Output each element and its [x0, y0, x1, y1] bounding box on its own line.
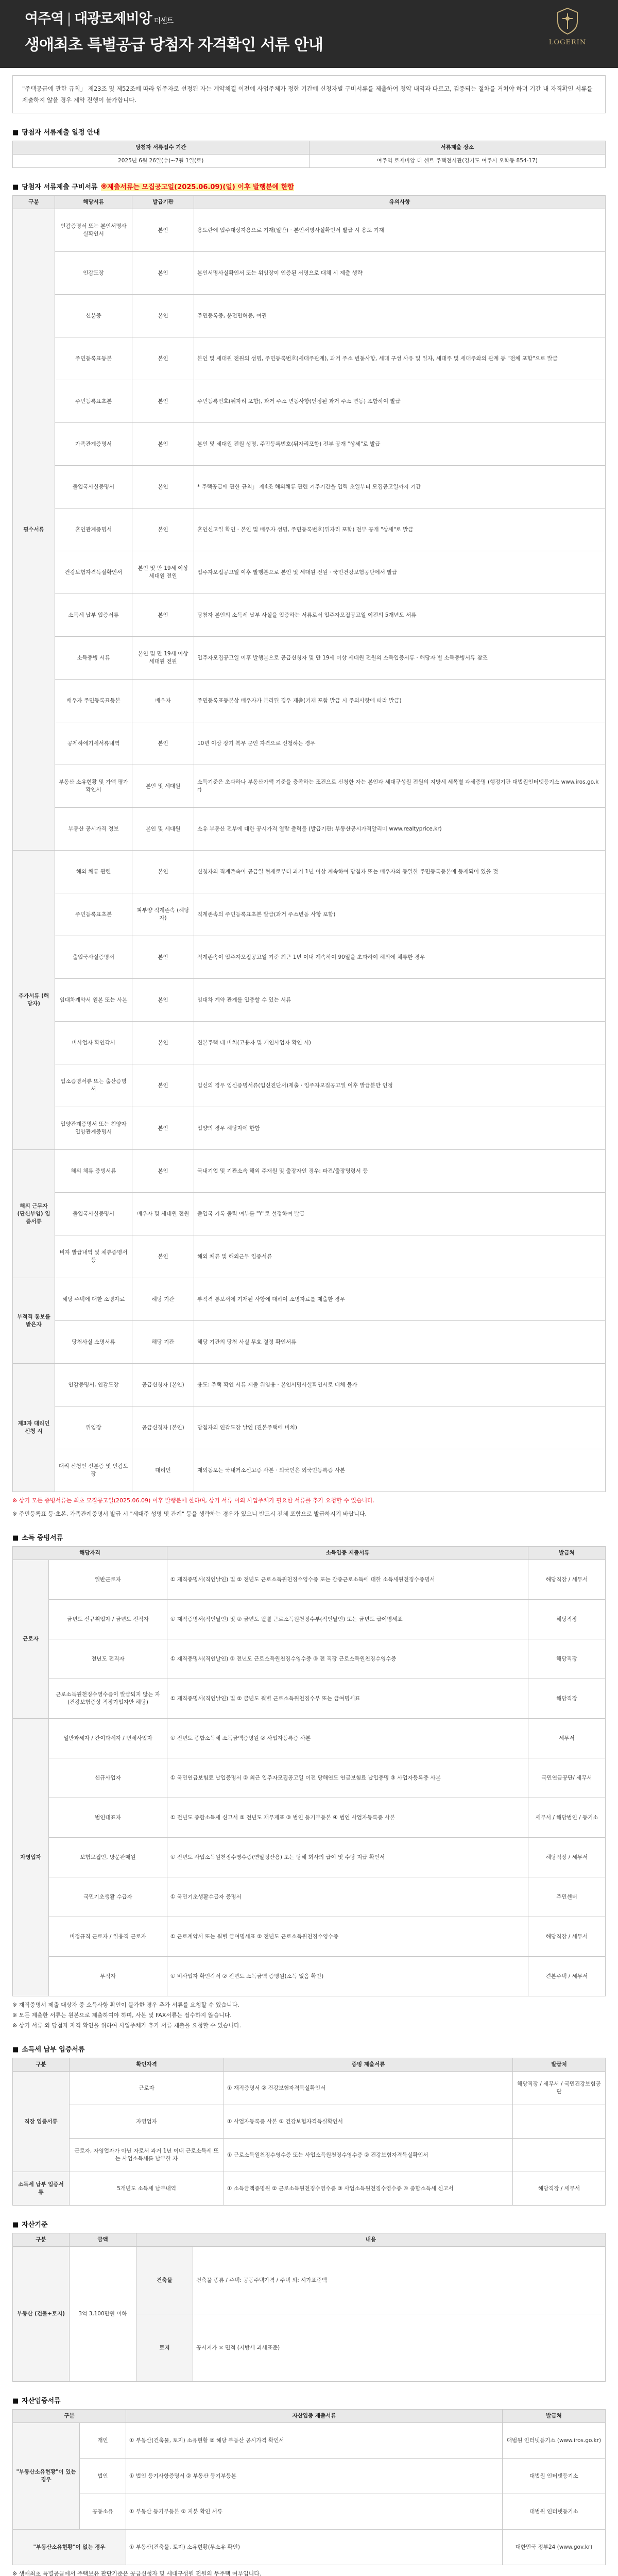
docs-note: 임신의 경우 임신증명서류(임신진단서)제출 · 입주자모집공고일 이후 발급분만 인정 — [194, 1064, 606, 1107]
tax-docs: ① 소득금액증명원 ② 근로소득원천징수영수증 ③ 사업소득원천징수영수증 ④ 종합소득세 신고서 — [224, 2172, 513, 2206]
docs-row — [13, 1321, 606, 1364]
schedule-place: 여주역 로제비앙 더 센트 주택전시관(경기도 여주시 오학동 854-17) — [309, 155, 606, 168]
docs-org: 본인 — [132, 295, 194, 337]
docs-header: 발급기관 — [132, 196, 194, 209]
tax-docs: ① 근로소득원천징수영수증 또는 사업소득원천징수영수증 ② 건강보험자격득실확인서 — [224, 2139, 513, 2172]
tax-header: 발급처 — [513, 2058, 606, 2072]
docs-name: 인감증명서, 인감도장 — [55, 1364, 132, 1406]
docs-notice: ※ 주민등록표 등·초본, 가족관계증명서 발급 시 "세대주 성명 및 관계" 등을 생략하는 경우가 있으니 반드시 전체 포함으로 발급하시기 바랍니다. — [12, 1511, 367, 1517]
docs-name: 인감증명서 또는 본인서명사실확인서 — [55, 209, 132, 252]
docs-notice-red: ※ 상기 모든 증빙서류는 최초 모집공고일(2025.06.09) 이후 발행분에 한하며, 상기 서류 이외 사업주체가 필요한 서류를 추가 요청할 수 있습니다. — [12, 1497, 375, 1504]
docs-name: 비자 발급내역 및 체류증명서 등 — [55, 1235, 132, 1278]
proof-type: 공동소유 — [80, 2494, 126, 2530]
asset-header: 내용 — [136, 2233, 606, 2247]
docs-row — [13, 1406, 606, 1449]
income-row — [13, 1679, 606, 1719]
asset-category: 부동산 (건물+토지) — [13, 2247, 70, 2382]
docs-name: 해외 체류 관련 — [55, 851, 132, 893]
tax-qualification: 5개년도 소득세 납부내역 — [70, 2172, 224, 2206]
income-issuer: 세무서 — [528, 1719, 606, 1758]
docs-row — [13, 1150, 606, 1193]
docs-name: 부동산 소유현황 및 가액 평가 확인서 — [55, 765, 132, 808]
docs-note: 용도: 주택 확인 서류 제출 위임용 · 본인서명사실확인서로 대체 불가 — [194, 1364, 606, 1406]
tax-table — [12, 2058, 606, 2206]
page-header — [0, 0, 618, 68]
income-row — [13, 1917, 606, 1957]
proof-row — [13, 2459, 606, 2494]
asset-item-key: 건축물 — [136, 2247, 193, 2314]
income-row — [13, 1838, 606, 1877]
docs-name: 해당 주택에 대한 소명자료 — [55, 1278, 132, 1321]
tax-group: 소득세 납부 입증서류 — [13, 2172, 70, 2206]
docs-name: 비사업자 확인각서 — [55, 1022, 132, 1064]
income-docs: ① 재직증명서(직인날인) 및 ② 금년도 월별 근로소득원천징수부(직인날인) 또는 금년도 급여명세표 — [167, 1600, 528, 1639]
tax-row — [13, 2072, 606, 2105]
tax-qualification: 근로자, 자영업자가 아닌 자로서 과거 1년 이내 근로소득세 또는 사업소득세를 납부한 자 — [70, 2139, 224, 2172]
income-qualification: 신규사업자 — [49, 1758, 167, 1798]
income-issuer: 해당직장 / 세무서 — [528, 1560, 606, 1600]
docs-org: 본인 — [132, 466, 194, 509]
tax-row — [13, 2105, 606, 2139]
income-issuer: 해당직장 / 세무서 — [528, 1838, 606, 1877]
docs-row — [13, 936, 606, 979]
income-docs: ① 국민연금보험료 납입증명서 ② 최근 입주자모집공고일 이전 당해연도 연금보험료 납입증명 ③ 사업자등록증 사본 — [167, 1758, 528, 1798]
income-notes — [12, 2001, 606, 2030]
income-docs: ① 재직증명서(직인날인) 및 ② 금년도 월별 근로소득원천징수부 또는 급여명세표 — [167, 1679, 528, 1719]
proof-header: 발급처 — [503, 2410, 606, 2423]
docs-name: 위임장 — [55, 1406, 132, 1449]
docs-note: 주민등록표등본상 배우자가 분리된 경우 제출(기재 포함 발급 시 주의사항에 따라 발급) — [194, 680, 606, 722]
docs-org: 본인 — [132, 252, 194, 295]
schedule-table — [12, 141, 606, 168]
project-sub: 더센트 — [153, 17, 174, 25]
docs-name: 임대차계약서 원본 또는 사본 — [55, 979, 132, 1022]
document-title: 생애최초 특별공급 당첨자 자격확인 서류 안내 — [25, 36, 323, 54]
income-group: 근로자 — [13, 1560, 49, 1719]
docs-note: 입주자모집공고일 이후 발행분으로 본인 및 세대원 전원 · 국민건강보험공단에서 발급 — [194, 551, 606, 594]
docs-note: 소득기준은 초과하나 부동산가액 기준을 충족하는 조건으로 신청한 자는 본인과 세대구성원 전원의 지방세 세목별 과세증명 (행정기관 대법원인터넷등기소 www.iros.go.kr) — [194, 765, 606, 808]
tax-qualification: 근로자 — [70, 2072, 224, 2105]
proof-issuer: 대법원 인터넷등기소 — [503, 2494, 606, 2530]
docs-row — [13, 1278, 606, 1321]
docs-org: 본인 — [132, 509, 194, 551]
docs-row — [13, 551, 606, 594]
income-qualification: 일반근로자 — [49, 1560, 167, 1600]
income-qualification: 일반과세자 / 간이과세자 / 면세사업자 — [49, 1719, 167, 1758]
docs-row — [13, 765, 606, 808]
docs-org: 해당 기관 — [132, 1278, 194, 1321]
docs-name: 배우자 주민등록표등본 — [55, 680, 132, 722]
docs-org: 본인 및 만 19세 이상 세대원 전원 — [132, 637, 194, 680]
asset-table — [12, 2233, 606, 2382]
docs-org: 본인 — [132, 1235, 194, 1278]
docs-org: 본인 — [132, 1022, 194, 1064]
income-row — [13, 1957, 606, 1996]
income-row — [13, 1560, 606, 1600]
proof-type: 개인 — [80, 2423, 126, 2459]
docs-row — [13, 1064, 606, 1107]
proof-group: "부동산소유현황"이 있는 경우 — [13, 2423, 80, 2530]
docs-row — [13, 1364, 606, 1406]
docs-row — [13, 594, 606, 637]
income-qualification: 국민기초생활 수급자 — [49, 1877, 167, 1917]
docs-name: 대리 신청인 신분증 및 인감도장 — [55, 1449, 132, 1492]
docs-group: 필수서류 — [13, 209, 55, 851]
income-qualification: 전년도 전직자 — [49, 1639, 167, 1679]
proof-issuer: 대법원 인터넷등기소 — [503, 2459, 606, 2494]
docs-org: 피부양 직계존속 (해당자) — [132, 893, 194, 936]
docs-row — [13, 337, 606, 380]
docs-note: 당첨자의 인감도장 날인 (견본주택에 비치) — [194, 1406, 606, 1449]
docs-org: 본인 — [132, 380, 194, 423]
tax-issuer — [513, 2139, 606, 2172]
docs-row — [13, 637, 606, 680]
income-qualification: 비정규직 근로자 / 일용직 근로자 — [49, 1917, 167, 1957]
docs-group: 부적격 통보를 받은자 — [13, 1278, 55, 1364]
docs-row — [13, 1193, 606, 1235]
proof-row — [13, 2530, 606, 2565]
docs-header: 해당서류 — [55, 196, 132, 209]
docs-note: 견본주택 내 비치(고용자 및 개인사업자 확인 시) — [194, 1022, 606, 1064]
docs-org: 해당 기관 — [132, 1321, 194, 1364]
proof-row — [13, 2494, 606, 2530]
docs-name: 출입국사실증명서 — [55, 1193, 132, 1235]
docs-note: 임대차 계약 관계를 입증할 수 있는 서류 — [194, 979, 606, 1022]
income-docs: ① 재직증명서(직인날인) 및 ② 전년도 근로소득원천징수영수증 또는 갑종근로소득에 대한 소득세원천징수증명서 — [167, 1560, 528, 1600]
docs-name: 해외 체류 증빙서류 — [55, 1150, 132, 1193]
income-header: 해당자격 — [13, 1547, 167, 1560]
project-title: 여주역 | 대광로제비앙 더센트 — [25, 11, 174, 27]
docs-name: 가족관계증명서 — [55, 423, 132, 466]
docs-note: * 주택공급에 관한 규칙」 제4조 해외체류 관련 거주기간을 입력 초일부터 모집공고일까지 기간 — [194, 466, 606, 509]
income-table — [12, 1546, 606, 1996]
docs-note: 재외동포는 국내거소신고증 사본 · 외국인은 외국인등록증 사본 — [194, 1449, 606, 1492]
income-row — [13, 1719, 606, 1758]
section-title-tax: ■ 소득세 납부 입증서류 — [12, 2046, 85, 2054]
tax-qualification: 자영업자 — [70, 2105, 224, 2139]
asset-item-value: 건축물 종류 / 주택: 공동주택가격 / 주택 외: 시가표준액 — [193, 2247, 606, 2314]
tax-issuer — [513, 2105, 606, 2139]
docs-group: 제3자 대리인신청 시 — [13, 1364, 55, 1492]
docs-group: 추가서류 (해당자) — [13, 851, 55, 1150]
income-row — [13, 1758, 606, 1798]
docs-group: 해외 근무자 (단신부임) 입증서류 — [13, 1150, 55, 1278]
docs-note: 부적격 통보서에 기재된 사항에 대하여 소명자료를 제출한 경우 — [194, 1278, 606, 1321]
income-header: 소득입증 제출서류 — [167, 1547, 528, 1560]
tax-header: 확인자격 — [70, 2058, 224, 2072]
docs-note: 소유 부동산 전부에 대한 공시가격 열람 출력물 (발급기관: 부동산공시가격알리미 www.realtyprice.kr) — [194, 808, 606, 851]
docs-header: 구분 — [13, 196, 55, 209]
income-issuer: 견본주택 / 세무서 — [528, 1957, 606, 1996]
tax-issuer: 해당직장 / 세무서 — [513, 2172, 606, 2206]
section-title-asset: ■ 자산기준 — [12, 2221, 48, 2229]
asset-item-key: 토지 — [136, 2314, 193, 2382]
docs-row — [13, 423, 606, 466]
asset-item-value: 공시지가 × 면적 (지방세 과세표준) — [193, 2314, 606, 2382]
income-docs: ① 재직증명서(직인날인) ② 전년도 근로소득원천징수영수증 ③ 전 직장 근로소득원천징수영수증 — [167, 1639, 528, 1679]
docs-org: 본인 — [132, 1064, 194, 1107]
docs-org: 본인 및 만 19세 이상 세대원 전원 — [132, 551, 194, 594]
proof-docs: ① 부동산(건축물, 토지) 소유현황(무소유 확인) — [126, 2530, 503, 2565]
docs-note: 혼인신고일 확인 · 본인 및 배우자 성명, 주민등록번호(뒤자리 포함) 전부 공개 "상세"로 발급 — [194, 509, 606, 551]
docs-org: 배우자 및 세대원 전원 — [132, 1193, 194, 1235]
docs-name: 소득세 납부 입증서류 — [55, 594, 132, 637]
income-docs: ① 국민기초생활수급자 증명서 — [167, 1877, 528, 1917]
docs-name: 주민등록표등본 — [55, 337, 132, 380]
docs-name: 입양관계증명서 또는 친양자입양관계증명서 — [55, 1107, 132, 1150]
docs-note: 입양의 경우 해당자에 한함 — [194, 1107, 606, 1150]
docs-row — [13, 209, 606, 252]
docs-org: 본인 — [132, 337, 194, 380]
docs-note: 10년 이상 장기 복무 군인 자격으로 신청하는 경우 — [194, 722, 606, 765]
docs-note: 국내기업 및 기관소속 해외 주재원 및 출장자인 경우: 파견/출장명령서 등 — [194, 1150, 606, 1193]
docs-org: 본인 — [132, 936, 194, 979]
docs-row — [13, 979, 606, 1022]
income-issuer: 해당직장 — [528, 1679, 606, 1719]
income-header: 발급처 — [528, 1547, 606, 1560]
docs-row — [13, 851, 606, 893]
docs-row — [13, 1022, 606, 1064]
docs-note: 당첨자 본인의 소득세 납부 사실을 입증하는 서류로서 입주자모집공고일 이전의 5개년도 서류 — [194, 594, 606, 637]
schedule-period: 2025년 6월 26일(수)~7월 1일(토) — [13, 155, 310, 168]
docs-row — [13, 808, 606, 851]
docs-note: 신청자의 직계존속이 공급일 현재로부터 과거 1년 이상 계속하여 당첨자 또는 배우자의 동일한 주민등록등본에 등재되어 있을 것 — [194, 851, 606, 893]
tax-docs: ① 사업자등록증 사본 ② 건강보험자격득실확인서 — [224, 2105, 513, 2139]
docs-note: 본인 및 세대원 전원 성명, 주민등록번호(뒤자리포함) 전부 공개 "상세"로 발급 — [194, 423, 606, 466]
income-docs: ① 전년도 종합소득세 신고서 ② 전년도 재무제표 ③ 법인 등기부등본 ④ 법인 사업자등록증 사본 — [167, 1798, 528, 1838]
crest-icon — [556, 7, 579, 35]
docs-row — [13, 1235, 606, 1278]
income-issuer: 국민연금공단/ 세무서 — [528, 1758, 606, 1798]
income-row — [13, 1877, 606, 1917]
docs-row — [13, 380, 606, 423]
tax-header: 구분 — [13, 2058, 70, 2072]
tax-row — [13, 2139, 606, 2172]
intro-text: "주택공급에 관한 규칙」 제23조 및 제52조에 따라 입주자로 선정된 자는 계약체결 이전에 사업주체가 정한 기간에 신청자별 구비서류를 제출하여 청약 내역과 다르고, 검증되는 절차를 거쳐야 하며 기간 내 자격확인 서류를 제출하지 않을 경우 계약 진행이 불가합니다. — [12, 75, 606, 113]
income-row — [13, 1600, 606, 1639]
tax-docs: ① 재직증명서 ② 건강보험자격득실확인서 — [224, 2072, 513, 2105]
tax-group: 직장 입증서류 — [13, 2072, 70, 2172]
section-title-schedule: ■ 당첨자 서류제출 일정 안내 — [12, 129, 100, 137]
income-note: ※ 재직증명서 제출 대상자 중 소득사항 확인이 불가한 경우 추가 서류를 요청할 수 있습니다. — [12, 2002, 239, 2008]
docs-note: 입주자모집공고일 이후 발행분으로 공급신청자 및 만 19세 이상 세대원 전원의 소득입증서류 · 해당자 별 소득증빙서류 참조 — [194, 637, 606, 680]
docs-row — [13, 1107, 606, 1150]
asset-header: 구분 — [13, 2233, 70, 2247]
docs-org: 본인 — [132, 722, 194, 765]
docs-name: 혼인관계증명서 — [55, 509, 132, 551]
project-name: 대광로제비앙 — [74, 11, 152, 27]
docs-name: 출입국사실증명서 — [55, 936, 132, 979]
docs-org: 대리인 — [132, 1449, 194, 1492]
proof-docs: ① 부동산(건축물, 토지) 소유현황 ② 해당 부동산 공시가격 확인서 — [126, 2423, 503, 2459]
income-note: ※ 모든 제출한 서류는 원본으로 제출하여야 하며, 사본 및 FAX서류는 접수하지 않습니다. — [12, 2012, 232, 2019]
income-row — [13, 1639, 606, 1679]
docs-org: 본인 — [132, 423, 194, 466]
docs-org: 본인 및 세대원 — [132, 765, 194, 808]
income-note: ※ 상기 서류 외 당첨자 자격 확인을 위하여 사업주체가 추가 서류 제출을 요청할 수 있습니다. — [12, 2022, 242, 2029]
docs-note: 주민등록번호(뒤자리 포함), 과거 주소 변동사항(인정된 과거 주소 변동) 포함하여 발급 — [194, 380, 606, 423]
docs-org: 공급신청자 (본인) — [132, 1364, 194, 1406]
docs-note: 본인서명사실확인서 또는 위임장이 인증된 서명으로 대체 시 제출 생략 — [194, 252, 606, 295]
proof-group: "부동산소유현황"이 없는 경우 — [13, 2530, 126, 2565]
income-row — [13, 1798, 606, 1838]
income-issuer: 해당직장 — [528, 1639, 606, 1679]
docs-org: 배우자 — [132, 680, 194, 722]
docs-note: 용도란에 입주대상자용으로 기재(일반) · 본인서명사실확인서 발급 시 용도 기재 — [194, 209, 606, 252]
docs-note: 본인 및 세대원 전원의 성명, 주민등록번호(세대주관계), 과거 주소 변동사항, 세대 구성 사유 및 일자, 세대주 및 세대주와의 관계 등 "전체 포함"으로 발급 — [194, 337, 606, 380]
proof-table — [12, 2409, 606, 2565]
docs-row — [13, 680, 606, 722]
proof-footnote: ※ 생애최초 특별공급에서 주택보유 판단기준은 공급신청자 및 세대구성원 전원의 무주택 여부입니다. — [12, 2570, 262, 2576]
docs-name: 소득증빙 서류 — [55, 637, 132, 680]
tax-issuer: 해당직장 / 세무서 / 국민건강보험공단 — [513, 2072, 606, 2105]
docs-note: 직계존속의 주민등록표초본 발급(과거 주소변동 사항 포함) — [194, 893, 606, 936]
income-group: 자영업자 — [13, 1719, 49, 1996]
tax-header: 증빙 제출서류 — [224, 2058, 513, 2072]
docs-note: 주민등록증, 운전면허증, 여권 — [194, 295, 606, 337]
docs-org: 본인 — [132, 851, 194, 893]
docs-name: 공제하에기세서류내역 — [55, 722, 132, 765]
docs-name: 주민등록표초본 — [55, 893, 132, 936]
income-qualification: 무직자 — [49, 1957, 167, 1996]
proof-docs: ① 부동산 등기부등본 ② 지분 확인 서류 — [126, 2494, 503, 2530]
income-issuer: 해당직장 / 세무서 — [528, 1917, 606, 1957]
docs-table — [12, 195, 606, 1492]
proof-docs: ① 법인 등기사항증명서 ② 부동산 등기부등본 — [126, 2459, 503, 2494]
docs-row — [13, 509, 606, 551]
income-docs: ① 비사업자 확인각서 ② 전년도 소득금액 증명원(소득 없음 확인) — [167, 1957, 528, 1996]
brand-logo — [542, 4, 593, 61]
brand-wordmark: LOGERIN — [548, 39, 587, 46]
docs-name: 신분증 — [55, 295, 132, 337]
docs-row — [13, 466, 606, 509]
tax-row — [13, 2172, 606, 2206]
income-qualification: 근로소득원천징수영수증이 발급되지 않는 자 (건강보험증상 직장가입자만 해당) — [49, 1679, 167, 1719]
proof-issuer: 대한민국 정부24 (www.gov.kr) — [503, 2530, 606, 2565]
income-qualification: 보험모집인, 방문판매원 — [49, 1838, 167, 1877]
section-title-income: ■ 소득 증빙서류 — [12, 1534, 63, 1542]
income-issuer: 해당직장 — [528, 1600, 606, 1639]
docs-org: 본인 — [132, 209, 194, 252]
docs-header: 유의사항 — [194, 196, 606, 209]
docs-name: 출입국사실증명서 — [55, 466, 132, 509]
docs-name: 입소증명서류 또는 출산증명서 — [55, 1064, 132, 1107]
proof-issuer: 대법원 인터넷등기소 (www.iros.go.kr) — [503, 2423, 606, 2459]
docs-note: 해외 체류 및 해외근무 입증서류 — [194, 1235, 606, 1278]
docs-name: 주민등록표초본 — [55, 380, 132, 423]
proof-row — [13, 2423, 606, 2459]
income-docs: ① 전년도 사업소득원천징수영수증(연말정산용) 또는 당해 회사의 급여 및 수당 지급 확인서 — [167, 1838, 528, 1877]
docs-org: 본인 및 세대원 — [132, 808, 194, 851]
docs-name: 인감도장 — [55, 252, 132, 295]
income-docs: ① 전년도 종합소득세 소득금액증명원 ② 사업자등록증 사본 — [167, 1719, 528, 1758]
asset-header: 금액 — [70, 2233, 136, 2247]
docs-org: 본인 — [132, 1150, 194, 1193]
income-issuer: 주민센터 — [528, 1877, 606, 1917]
income-qualification: 법인대표자 — [49, 1798, 167, 1838]
income-issuer: 세무서 / 해당법인 / 등기소 — [528, 1798, 606, 1838]
docs-note: 해당 기관의 당첨 사실 무효 결정 확인서류 — [194, 1321, 606, 1364]
docs-org: 공급신청자 (본인) — [132, 1406, 194, 1449]
proof-type: 법인 — [80, 2459, 126, 2494]
docs-org: 본인 — [132, 594, 194, 637]
docs-row — [13, 252, 606, 295]
docs-note: 직계존속이 입주자모집공고일 기준 최근 1년 이내 계속하여 90일을 초과하여 해외에 체류한 경우 — [194, 936, 606, 979]
income-docs: ① 근로계약서 또는 월별 급여명세표 ② 전년도 근로소득원천징수영수증 — [167, 1917, 528, 1957]
docs-name: 건강보험자격득실확인서 — [55, 551, 132, 594]
docs-row — [13, 295, 606, 337]
asset-amount: 3억 3,100만원 이하 — [70, 2247, 136, 2382]
docs-name: 당첨사실 소명서류 — [55, 1321, 132, 1364]
docs-org: 본인 — [132, 979, 194, 1022]
docs-row — [13, 722, 606, 765]
docs-row — [13, 893, 606, 936]
docs-note: 출입국 기록 출력 여부를 "Y"로 설정하여 발급 — [194, 1193, 606, 1235]
schedule-header: 서류제출 장소 — [309, 141, 606, 155]
section-title-proof: ■ 자산입증서류 — [12, 2397, 61, 2405]
income-qualification: 금년도 신규취업자 / 금년도 전직자 — [49, 1600, 167, 1639]
section-title-docs: ■ 당첨자 서류제출 구비서류 ※제출서류는 모집공고일(2025.06.09)(일) 이후 발행분에 한함 — [12, 183, 294, 191]
docs-row — [13, 1449, 606, 1492]
proof-header: 자산입증 제출서류 — [126, 2410, 503, 2423]
docs-org: 본인 — [132, 1107, 194, 1150]
docs-name: 부동산 공시가격 정보 — [55, 808, 132, 851]
schedule-header: 당첨자 서류접수 기간 — [13, 141, 310, 155]
proof-header: 구분 — [13, 2410, 126, 2423]
project-location: 여주역 — [25, 11, 64, 27]
